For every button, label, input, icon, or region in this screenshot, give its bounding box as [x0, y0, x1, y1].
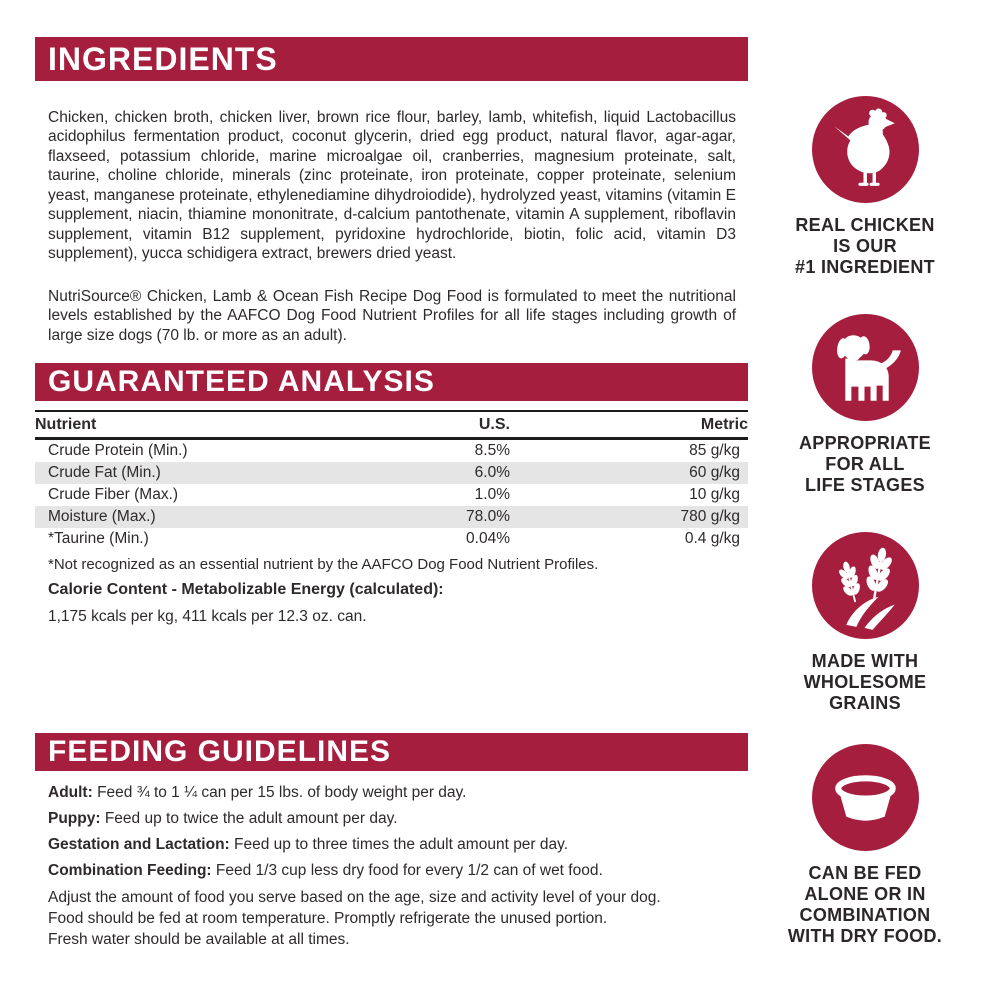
badge-label-line: #1 INGREDIENT — [795, 257, 935, 277]
nutrient-metric-value: 780 g/kg — [680, 508, 740, 525]
badge-label-line: APPROPRIATE — [799, 433, 931, 453]
badge-label — [775, 651, 955, 714]
nutrient-metric-value: 60 g/kg — [689, 464, 740, 481]
feeding-guidelines-text — [48, 783, 728, 950]
chicken-icon — [812, 96, 919, 203]
nutrient-name: Crude Fat (Min.) — [48, 464, 161, 481]
dog-icon — [812, 314, 919, 421]
badge-label — [775, 863, 955, 947]
nutrient-name: *Taurine (Min.) — [48, 530, 149, 547]
table-row — [35, 528, 748, 550]
nutrient-us-value: 1.0% — [474, 486, 510, 503]
nutrient-name: Crude Fiber (Max.) — [48, 486, 179, 503]
badge-combination-feeding — [775, 744, 955, 947]
badge-label — [775, 433, 955, 496]
badge-wholesome-grains — [775, 532, 955, 714]
badge-label-line: GRAINS — [829, 693, 901, 713]
guaranteed-analysis-table — [35, 410, 748, 550]
nutrient-metric-value: 10 g/kg — [689, 486, 740, 503]
feeding-guidelines-section-header — [35, 733, 748, 771]
calorie-content-heading: Calorie Content - Metabolizable Energy (calculated): — [48, 581, 444, 598]
ingredients-list-text: Chicken, chicken broth, chicken liver, brown rice flour, barley, lamb, whitefish, liquid Lactobacillus acidophilus fermentation product, coconut glycerin, dried egg product, natural flavor, agar-agar, flaxseed, potassium chloride, marine microalgae oil, cranberries, magnesium proteinate, salt, taurine, choline chloride, minerals (zinc proteinate, iron proteinate, copper proteinate, selenium yeast, manganese proteinate, ethylenediamine dihydroiodide), hydrolyzed yeast, vitamins (vitamin E supplement, niacin, thiamine mononitrate, d-calcium pantothenate, vitamin A supplement, riboflavin supplement, vitamin B12 supplement, pyridoxine hydrochloride, biotin, folic acid, vitamin D3 supplement), yucca schidigera extract, brewers dried yeast. — [48, 108, 736, 262]
feeding-line-text: Fresh water should be available at all times. — [48, 931, 350, 948]
badge-label-line: IS OUR — [833, 236, 897, 256]
badge-label-line: ALONE OR IN — [804, 884, 926, 904]
feeding-line-adult — [48, 783, 728, 802]
feeding-line-text: Feed up to three times the adult amount per day. — [229, 836, 569, 853]
aafco-formulation-statement: NutriSource® Chicken, Lamb & Ocean Fish Recipe Dog Food is formulated to meet the nutritional levels established by the AAFCO Dog Food Nutrient Profiles for all life stages including growth of large size dogs (70 lb. or more as an adult). — [48, 287, 736, 344]
nutrient-metric-value: 0.4 g/kg — [684, 530, 740, 547]
nutrient-us-value: 78.0% — [466, 508, 510, 525]
feeding-line-temperature — [48, 908, 728, 929]
feeding-line-label: Combination Feeding: — [48, 862, 212, 879]
feeding-line-text: Feed up to twice the adult amount per day. — [100, 810, 398, 827]
badge-all-life-stages — [775, 314, 955, 496]
feeding-line-gestation — [48, 835, 728, 854]
feeding-line-combination — [48, 861, 728, 880]
badge-label-line: WHOLESOME — [803, 672, 927, 692]
feeding-line-label: Puppy: — [48, 810, 101, 827]
badge-label-line: FOR ALL — [825, 454, 905, 474]
badge-label-line: CAN BE FED — [808, 863, 922, 883]
badge-label — [775, 215, 955, 278]
table-row — [35, 484, 748, 506]
badge-real-chicken — [775, 96, 955, 278]
nutrient-name: Crude Protein (Min.) — [48, 442, 188, 459]
nutrient-metric-value: 85 g/kg — [689, 442, 740, 459]
badge-label-line: COMBINATION — [799, 905, 931, 925]
badge-label-line: LIFE STAGES — [805, 475, 925, 495]
feeding-line-text: Food should be fed at room temperature. Promptly refrigerate the unused portion. — [48, 910, 608, 927]
badge-label-line: REAL CHICKEN — [795, 215, 935, 235]
table-row — [35, 462, 748, 484]
ingredients-section-header — [35, 37, 748, 81]
column-header-us: U.S. — [478, 416, 510, 433]
taurine-footnote: *Not recognized as an essential nutrient by the AAFCO Dog Food Nutrient Profiles. — [48, 556, 599, 573]
nutrient-us-value: 0.04% — [466, 530, 510, 547]
feeding-line-text: Feed 1/3 cup less dry food for every 1/2 can of wet food. — [211, 862, 603, 879]
nutrient-us-value: 6.0% — [474, 464, 510, 481]
feeding-line-label: Adult: — [48, 784, 93, 801]
column-header-nutrient: Nutrient — [35, 416, 97, 433]
feeding-line-text: Adjust the amount of food you serve based on the age, size and activity level of your dog. — [48, 889, 661, 906]
wheat-icon — [812, 532, 919, 639]
badge-label-line: WITH DRY FOOD. — [787, 926, 943, 946]
feeding-line-water — [48, 929, 728, 950]
table-row — [35, 506, 748, 528]
table-row — [35, 440, 748, 462]
nutrient-us-value: 8.5% — [474, 442, 510, 459]
calorie-content-value: 1,175 kcals per kg, 411 kcals per 12.3 oz. can. — [48, 608, 367, 625]
guaranteed-analysis-title: GUARANTEED ANALYSIS — [48, 365, 435, 398]
guaranteed-analysis-section-header — [35, 363, 748, 401]
feeding-line-text: Feed ¾ to 1 ¼ can per 15 lbs. of body weight per day. — [92, 784, 467, 801]
column-header-metric: Metric — [700, 416, 748, 433]
feeding-guidelines-title: FEEDING GUIDELINES — [48, 735, 392, 768]
feeding-line-adjust — [48, 887, 728, 908]
table-body — [35, 440, 748, 550]
feeding-line-puppy — [48, 809, 728, 828]
table-header-row — [35, 410, 748, 440]
ingredients-title: INGREDIENTS — [48, 40, 278, 77]
badge-label-line: MADE WITH — [811, 651, 919, 671]
feeding-line-label: Gestation and Lactation: — [48, 836, 230, 853]
nutrient-name: Moisture (Max.) — [48, 508, 156, 525]
bowl-icon — [812, 744, 919, 851]
